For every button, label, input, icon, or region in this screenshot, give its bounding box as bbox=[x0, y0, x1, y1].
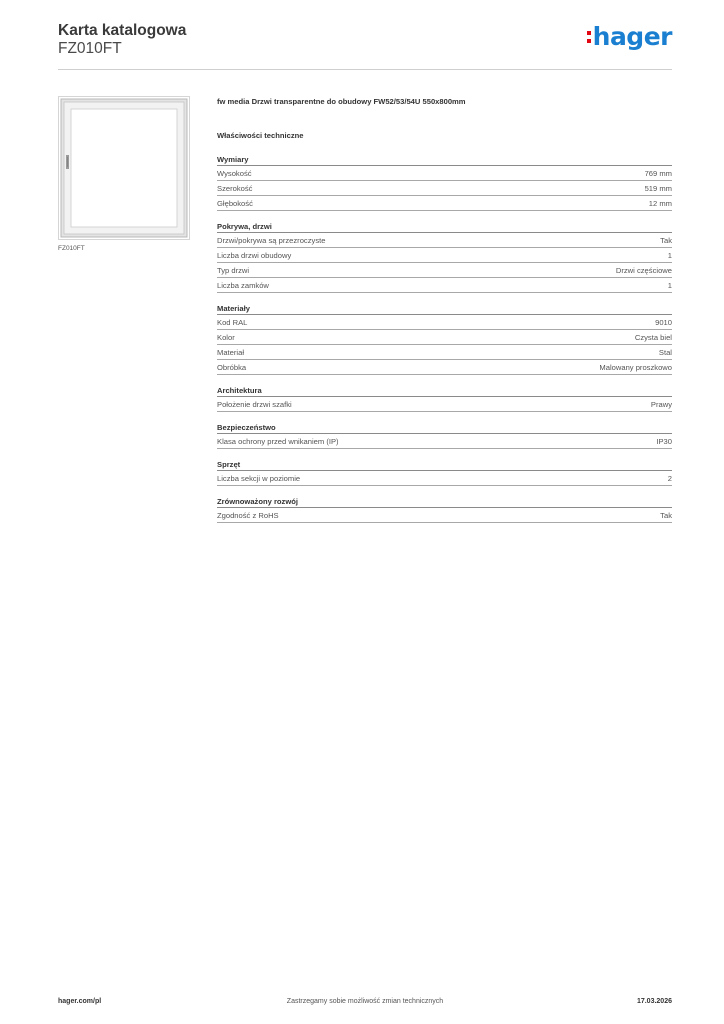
spec-row bbox=[217, 345, 672, 360]
product-name: fw media Drzwi transparentne do obudowy FW52/53/54U 550x800mm bbox=[217, 97, 466, 106]
spec-label: Typ drzwi bbox=[217, 265, 250, 275]
door-illustration-icon bbox=[59, 97, 189, 239]
spec-value: 2 bbox=[667, 473, 672, 483]
spec-label: Kolor bbox=[217, 332, 235, 342]
spec-sections bbox=[217, 154, 672, 523]
spec-section bbox=[217, 459, 672, 486]
spec-section bbox=[217, 303, 672, 375]
spec-value: 12 mm bbox=[648, 198, 672, 208]
spec-label: Materiał bbox=[217, 347, 245, 357]
footer-date: 17.03.2026 bbox=[636, 998, 672, 1005]
spec-row bbox=[217, 360, 672, 375]
product-image bbox=[58, 96, 190, 240]
spec-label: Klasa ochrony przed wnikaniem (IP) bbox=[217, 436, 339, 446]
hager-logo bbox=[587, 24, 672, 49]
spec-row bbox=[217, 315, 672, 330]
spec-row bbox=[217, 330, 672, 345]
spec-label: Wysokość bbox=[217, 168, 252, 178]
spec-value: Tak bbox=[660, 235, 672, 245]
spec-row bbox=[217, 434, 672, 449]
spec-value: 9010 bbox=[655, 317, 672, 327]
spec-label: Drzwi/pokrywa są przezroczyste bbox=[217, 235, 326, 245]
product-code: FZ010FT bbox=[58, 40, 122, 57]
spec-row bbox=[217, 397, 672, 412]
spec-value: Malowany proszkowo bbox=[599, 362, 672, 372]
spec-value: 519 mm bbox=[644, 183, 672, 193]
spec-section bbox=[217, 496, 672, 523]
spec-value: Stal bbox=[658, 347, 672, 357]
spec-label: Położenie drzwi szafki bbox=[217, 399, 292, 409]
spec-section bbox=[217, 154, 672, 211]
spec-label: Liczba drzwi obudowy bbox=[217, 250, 292, 260]
spec-label: Głębokość bbox=[217, 198, 253, 208]
spec-section bbox=[217, 422, 672, 449]
page-footer bbox=[58, 998, 672, 1010]
spec-label: Liczba zamków bbox=[217, 280, 269, 290]
section-title: Materiały bbox=[217, 303, 672, 315]
spec-value: Czysta biel bbox=[634, 332, 672, 342]
spec-value: Drzwi częściowe bbox=[615, 265, 672, 275]
spec-row bbox=[217, 508, 672, 523]
spec-row bbox=[217, 248, 672, 263]
technical-properties-heading: Właściwości techniczne bbox=[217, 131, 304, 140]
logo-dots-icon bbox=[587, 29, 591, 45]
spec-value: 1 bbox=[667, 250, 672, 260]
section-title: Sprzęt bbox=[217, 459, 672, 471]
spec-row bbox=[217, 278, 672, 293]
spec-value: 769 mm bbox=[644, 168, 672, 178]
spec-row bbox=[217, 196, 672, 211]
spec-row bbox=[217, 166, 672, 181]
footer-website: hager.com/pl bbox=[58, 998, 102, 1005]
page-header bbox=[58, 20, 672, 70]
section-title: Zrównoważony rozwój bbox=[217, 496, 672, 508]
spec-row bbox=[217, 233, 672, 248]
section-title: Bezpieczeństwo bbox=[217, 422, 672, 434]
image-caption: FZ010FT bbox=[58, 245, 85, 252]
spec-value: Tak bbox=[660, 510, 672, 520]
product-details bbox=[217, 96, 672, 533]
spec-section bbox=[217, 385, 672, 412]
spec-value: Prawy bbox=[650, 399, 672, 409]
spec-row bbox=[217, 263, 672, 278]
spec-row bbox=[217, 471, 672, 486]
spec-row bbox=[217, 181, 672, 196]
footer-note: Zastrzegamy sobie możliwość zmian technicznych bbox=[286, 998, 444, 1005]
spec-value: IP30 bbox=[656, 436, 672, 446]
spec-label: Szerokość bbox=[217, 183, 253, 193]
spec-label: Kod RAL bbox=[217, 317, 248, 327]
spec-label: Obróbka bbox=[217, 362, 247, 372]
spec-label: Liczba sekcji w poziomie bbox=[217, 473, 301, 483]
section-title: Architektura bbox=[217, 385, 672, 397]
spec-section bbox=[217, 221, 672, 293]
section-title: Wymiary bbox=[217, 154, 672, 166]
spec-label: Zgodność z RoHS bbox=[217, 510, 279, 520]
logo-text: hager bbox=[592, 22, 672, 51]
spec-value: 1 bbox=[667, 280, 672, 290]
section-title: Pokrywa, drzwi bbox=[217, 221, 672, 233]
document-title: Karta katalogowa bbox=[58, 22, 187, 39]
